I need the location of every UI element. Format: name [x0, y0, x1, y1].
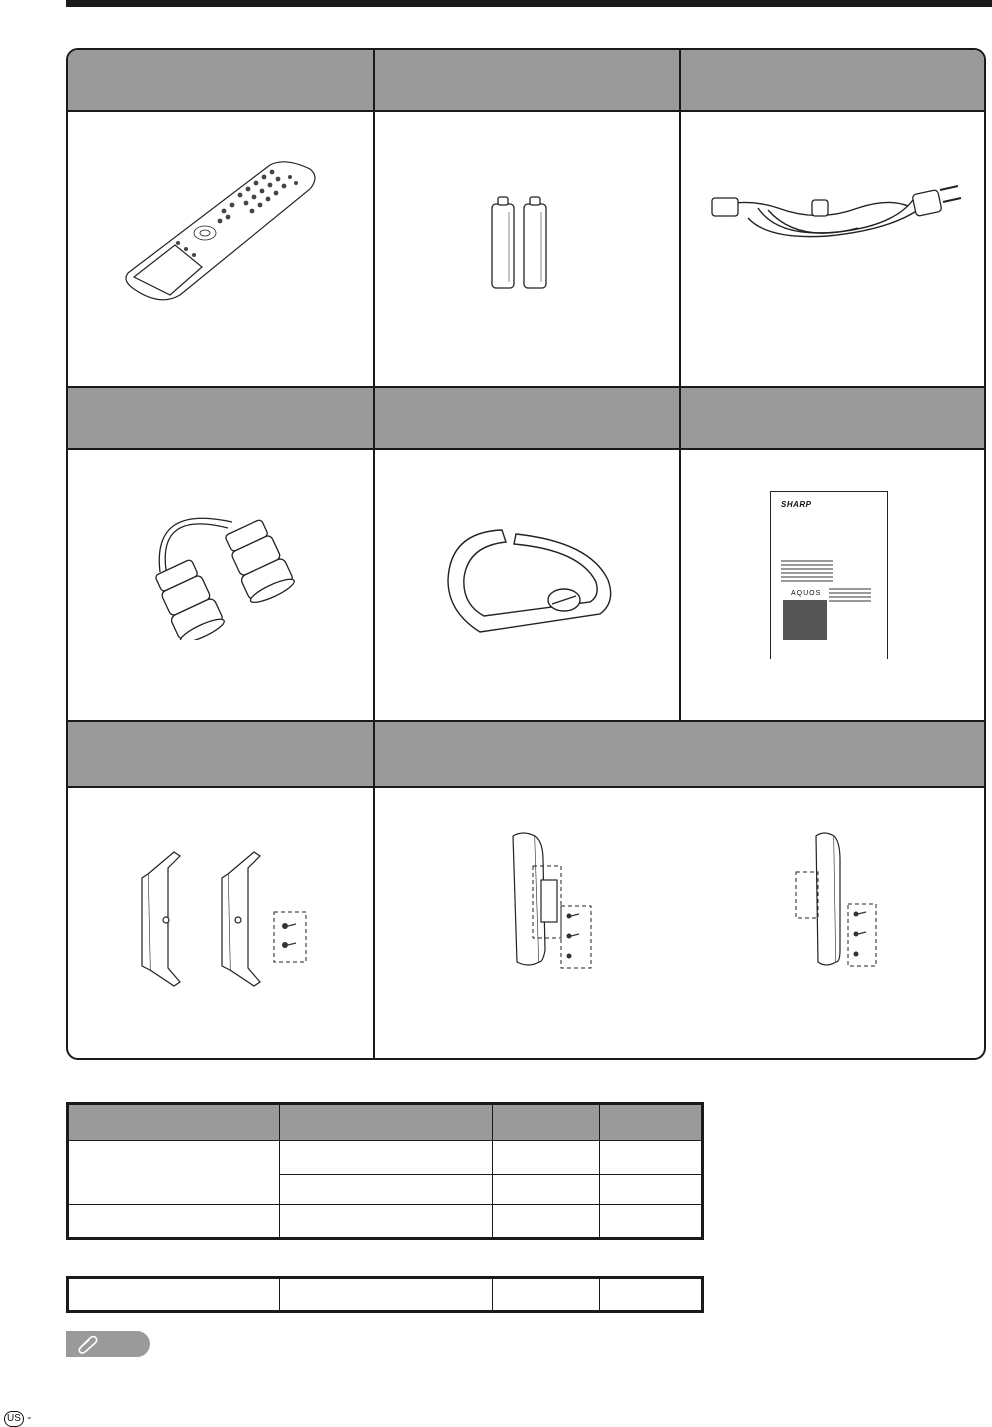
- manual-brand: SHARP: [781, 500, 812, 509]
- table-header-cell: [280, 1104, 493, 1141]
- top-rule: [66, 0, 992, 7]
- table-cell: [493, 1205, 600, 1239]
- table-cell: [493, 1174, 600, 1205]
- table-cell: [280, 1205, 493, 1239]
- rule: [68, 386, 984, 388]
- table-cell: [280, 1174, 493, 1205]
- region-badge: US: [4, 1411, 24, 1427]
- ac-cord-illustration: [708, 178, 968, 248]
- table-cell: [280, 1278, 493, 1312]
- cable-clamp-illustration: [440, 520, 620, 640]
- manual-stripes: [781, 560, 833, 582]
- rule: [68, 448, 984, 450]
- tv-side-illustration: [790, 830, 880, 970]
- table-cell: [599, 1174, 703, 1205]
- rule: [679, 50, 681, 722]
- table-header-cell: [599, 1104, 703, 1141]
- note-badge: [66, 1331, 150, 1357]
- table-cell: [68, 1278, 280, 1312]
- table-cell: [68, 1205, 280, 1239]
- rule: [68, 786, 984, 788]
- table-cell: [599, 1278, 703, 1312]
- table-cell: [68, 1140, 280, 1204]
- page-footer: [4, 1410, 31, 1427]
- table-row: [68, 1205, 703, 1239]
- adapter-illustration: [148, 500, 298, 640]
- optional-parts-table: [66, 1276, 704, 1313]
- tv-side-bracket-illustration: [505, 830, 595, 970]
- rule: [68, 110, 984, 112]
- batteries-illustration: [485, 192, 555, 292]
- table-cell: [280, 1140, 493, 1174]
- header-row-1: [68, 50, 984, 112]
- table-header-cell: [493, 1104, 600, 1141]
- manual-tv-image: [783, 600, 827, 640]
- table-cell: [599, 1140, 703, 1174]
- rule: [68, 720, 984, 722]
- table-cell: [493, 1140, 600, 1174]
- table-header-row: [68, 1104, 703, 1141]
- manual-product: AQUOS: [791, 590, 822, 597]
- brackets-illustration: [130, 850, 320, 990]
- page-dash: -: [27, 1410, 32, 1424]
- table-header-cell: [68, 1104, 280, 1141]
- table-row: [68, 1140, 703, 1174]
- rule: [373, 50, 375, 1060]
- parts-table: [66, 1102, 704, 1240]
- table-row: [68, 1278, 703, 1312]
- operation-manual-illustration: [770, 491, 888, 659]
- paperclip-icon: [76, 1334, 98, 1354]
- table-cell: [599, 1205, 703, 1239]
- manual-stripes-2: [829, 588, 871, 602]
- header-row-3: [68, 722, 984, 786]
- remote-control-illustration: [120, 155, 320, 305]
- table-cell: [493, 1278, 600, 1312]
- header-row-2: [68, 388, 984, 448]
